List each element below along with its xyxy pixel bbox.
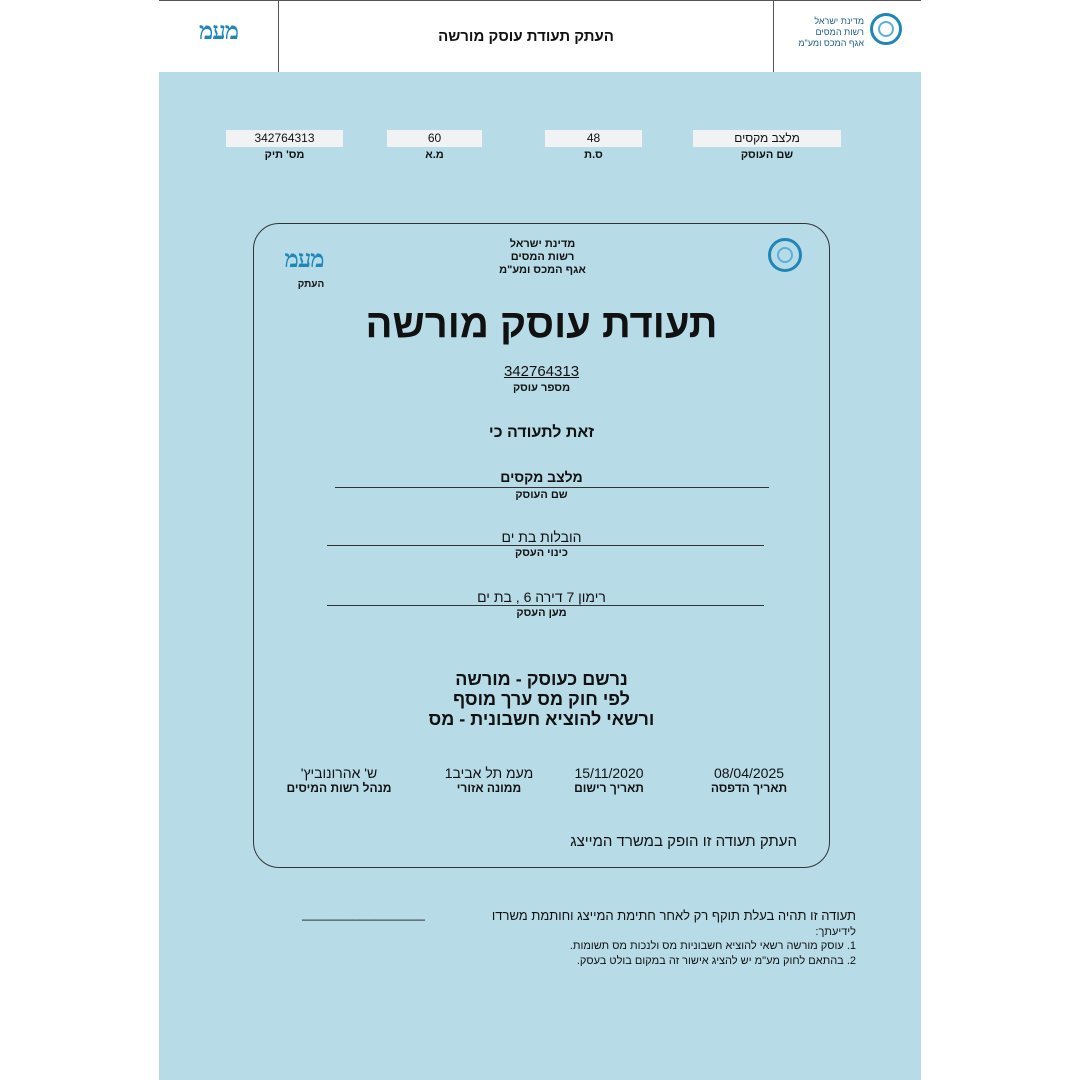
registration-date-block bbox=[554, 765, 664, 795]
st-value: 48 bbox=[545, 130, 642, 147]
header-logo-cell bbox=[159, 1, 279, 72]
header-authority-text bbox=[784, 16, 864, 49]
note-item-2: 2. בהתאם לחוק מע"מ יש להציג אישור זה במקום בולט בעסק. bbox=[576, 955, 856, 967]
certificate-title: תעודת עוסק מורשה bbox=[365, 302, 718, 346]
authority-line: מדינת ישראל bbox=[814, 16, 864, 26]
authority-line: רשות המסים bbox=[510, 251, 575, 263]
regional-manager-label: ממונה אזורי bbox=[456, 781, 522, 795]
business-alias: הובלות בת ים bbox=[501, 529, 582, 545]
certificate-card bbox=[253, 223, 830, 868]
registration-date-label: תאריך רישום bbox=[574, 781, 644, 795]
statement-line: נרשם כעוסק - מורשה bbox=[455, 669, 628, 689]
dealer-name-label: שם העוסק bbox=[515, 489, 568, 501]
print-date-label: תאריך הדפסה bbox=[710, 781, 788, 795]
regional-manager: מעמ תל אביב1 bbox=[444, 765, 534, 781]
dealer-name-label: שם העוסק bbox=[740, 149, 794, 161]
file-number-label: מס' תיק bbox=[264, 149, 305, 161]
certify-text: זאת לתעודה כי bbox=[488, 424, 595, 441]
business-address-underline bbox=[327, 605, 764, 606]
business-alias-underline bbox=[327, 545, 764, 546]
director-label: מנהל רשות המיסים bbox=[286, 781, 392, 795]
dealer-number: 342764313 bbox=[503, 363, 580, 380]
dealer-name-underline bbox=[335, 487, 769, 488]
for-attention-label: לידיעתך: bbox=[815, 926, 856, 938]
statement-line: ורשאי להוציא חשבונית - מס bbox=[428, 709, 655, 729]
authority-line: אגף המכס ומע"מ bbox=[499, 264, 586, 276]
validity-note: תעודה זו תהיה בעלת תוקף רק לאחר חתימת המייצג וחותמת משרדו bbox=[491, 908, 856, 923]
st-label: ס.ת bbox=[584, 149, 603, 161]
director-block bbox=[274, 765, 404, 795]
dealer-name-value: מלצב מקסים bbox=[693, 130, 841, 147]
statement-line: לפי חוק מס ערך מוסף bbox=[453, 689, 630, 709]
tax-authority-emblem-icon bbox=[870, 13, 902, 45]
copy-label: העתק bbox=[297, 279, 325, 290]
header-title: העתק תעודת עוסק מורשה bbox=[438, 28, 614, 45]
document-header bbox=[159, 0, 921, 73]
dealer-number-label: מספר עוסק bbox=[512, 382, 571, 394]
issued-note: העתק תעודה זו הופק במשרד המייצג bbox=[570, 833, 797, 850]
ma-label: מ.א bbox=[425, 149, 444, 161]
maam-logo: מעמ bbox=[284, 244, 324, 273]
registration-statement bbox=[254, 669, 829, 729]
authority-line: אגף המכס ומע"מ bbox=[798, 38, 864, 48]
authority-line: רשות המסים bbox=[815, 27, 864, 37]
print-date: 08/04/2025 bbox=[713, 765, 785, 781]
header-authority-cell bbox=[773, 1, 921, 72]
regional-manager-block bbox=[424, 765, 554, 795]
director-name: ש' אהרונוביץ' bbox=[300, 765, 378, 781]
file-number-value: 342764313 bbox=[226, 130, 343, 147]
authority-line: מדינת ישראל bbox=[509, 238, 576, 250]
note-item-1: 1. עוסק מורשה רשאי להוציא חשבוניות מס ולנכות מס תשומות. bbox=[569, 940, 856, 952]
registration-date: 15/11/2020 bbox=[574, 765, 644, 781]
business-address: רימון 7 דירה 6 , בת ים bbox=[477, 589, 606, 605]
ma-value: 60 bbox=[387, 130, 482, 147]
business-address-label: מען העסק bbox=[516, 607, 567, 619]
maam-logo: מעמ bbox=[198, 16, 239, 45]
card-authority-text bbox=[254, 238, 831, 277]
signature-line: _________________ bbox=[302, 906, 425, 921]
print-date-block bbox=[694, 765, 804, 795]
business-alias-label: כינוי העסק bbox=[515, 547, 568, 559]
dealer-name: מלצב מקסים bbox=[500, 469, 583, 485]
